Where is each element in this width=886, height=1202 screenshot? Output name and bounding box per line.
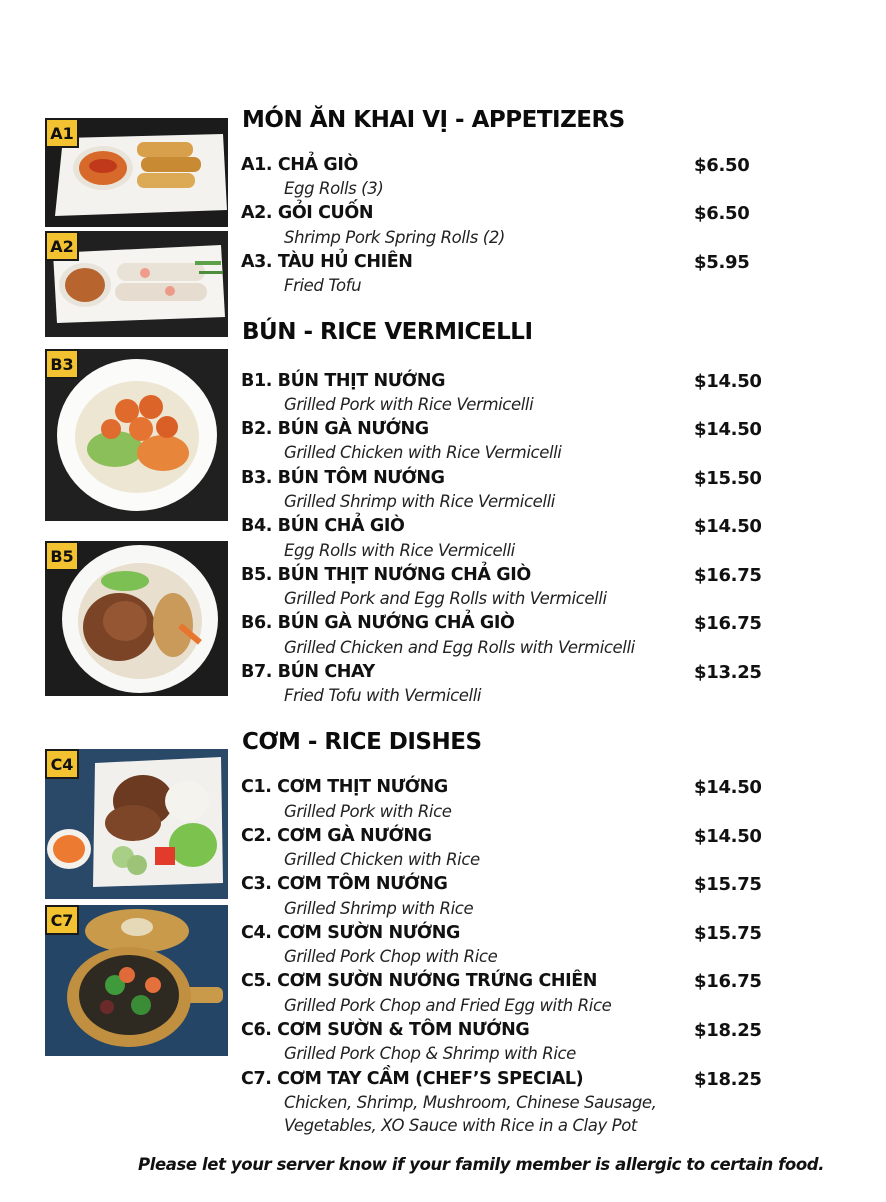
menu-item-name: C1. CƠM THỊT NƯỚNG xyxy=(241,777,448,797)
menu-item-name: C5. CƠM SƯỜN NƯỚNG TRỨNG CHIÊN xyxy=(241,971,598,991)
menu-item-name: C3. CƠM TÔM NƯỚNG xyxy=(241,874,448,894)
menu-item-name: C7. CƠM TAY CẦM (CHEF’S SPECIAL) xyxy=(241,1069,584,1089)
menu-item-price: $14.50 xyxy=(694,516,762,537)
menu-item-description: Grilled Pork Chop & Shrimp with Rice xyxy=(284,1044,576,1063)
menu-item-description: Grilled Pork and Egg Rolls with Vermicelli xyxy=(284,589,607,608)
menu-item-description: Fried Tofu with Vermicelli xyxy=(284,686,482,705)
menu-item-name: B6. BÚN GÀ NƯỚNG CHẢ GIÒ xyxy=(241,613,515,633)
photo-a2 xyxy=(45,231,228,337)
photo-badge: B5 xyxy=(45,541,79,571)
photo-b5 xyxy=(45,541,228,696)
menu-item-name: B2. BÚN GÀ NƯỚNG xyxy=(241,419,429,439)
photo-b3 xyxy=(45,349,228,521)
menu-item-price: $16.75 xyxy=(694,971,762,992)
menu-item-name: A1. CHẢ GIÒ xyxy=(241,155,358,175)
menu-item-description: Grilled Chicken and Egg Rolls with Vermicelli xyxy=(284,638,635,657)
menu-item-description: Grilled Chicken with Rice xyxy=(284,850,480,869)
menu-item-description: Grilled Pork Chop with Rice xyxy=(284,947,498,966)
photo-badge: A2 xyxy=(45,231,79,261)
menu-item-price: $6.50 xyxy=(694,203,750,224)
menu-item-price: $6.50 xyxy=(694,155,750,176)
menu-item-name: C4. CƠM SƯỜN NƯỚNG xyxy=(241,923,461,943)
menu-item-description: Fried Tofu xyxy=(284,276,362,295)
menu-item-name: B7. BÚN CHAY xyxy=(241,662,375,682)
allergy-note: Please let your server know if your family member is allergic to certain food. xyxy=(138,1155,825,1174)
menu-item-price: $14.50 xyxy=(694,826,762,847)
menu-item-price: $15.50 xyxy=(694,468,762,489)
menu-item-description: Shrimp Pork Spring Rolls (2) xyxy=(284,228,505,247)
section-title-rice-dishes: CƠM - RICE DISHES xyxy=(242,729,482,755)
menu-item-description: Grilled Pork with Rice xyxy=(284,802,452,821)
menu-item-description: Grilled Chicken with Rice Vermicelli xyxy=(284,443,562,462)
menu-item-description: Grilled Shrimp with Rice Vermicelli xyxy=(284,492,555,511)
photo-c7 xyxy=(45,905,228,1056)
menu-item-price: $18.25 xyxy=(694,1020,762,1041)
photo-badge: C7 xyxy=(45,905,79,935)
menu-item-name: A2. GỎI CUỐN xyxy=(241,203,374,223)
menu-item-price: $16.75 xyxy=(694,565,762,586)
menu-item-name: B3. BÚN TÔM NƯỚNG xyxy=(241,468,445,488)
menu-item-name: C2. CƠM GÀ NƯỚNG xyxy=(241,826,432,846)
menu-item-description: Egg Rolls (3) xyxy=(284,179,384,198)
menu-item-description: Grilled Pork Chop and Fried Egg with Rice xyxy=(284,996,612,1015)
menu-item-price: $13.25 xyxy=(694,662,762,683)
menu-item-description: Grilled Shrimp with Rice xyxy=(284,899,474,918)
menu-item-name: B4. BÚN CHẢ GIÒ xyxy=(241,516,405,536)
menu-item-name: B5. BÚN THỊT NƯỚNG CHẢ GIÒ xyxy=(241,565,531,585)
photo-c4 xyxy=(45,749,228,899)
photo-badge: C4 xyxy=(45,749,79,779)
menu-item-price: $14.50 xyxy=(694,419,762,440)
photo-a1 xyxy=(45,118,228,227)
menu-item-description: Chicken, Shrimp, Mushroom, Chinese Sausage, xyxy=(284,1093,657,1112)
menu-item-description: Egg Rolls with Rice Vermicelli xyxy=(284,541,515,560)
menu-item-price: $16.75 xyxy=(694,613,762,634)
menu-item-description: Grilled Pork with Rice Vermicelli xyxy=(284,395,534,414)
section-title-rice-vermicelli: BÚN - RICE VERMICELLI xyxy=(242,319,533,345)
menu-item-price: $14.50 xyxy=(694,777,762,798)
section-title-appetizers: MÓN ĂN KHAI VỊ - APPETIZERS xyxy=(242,107,625,133)
menu-item-name: B1. BÚN THỊT NƯỚNG xyxy=(241,371,446,391)
photo-badge: A1 xyxy=(45,118,79,148)
menu-item-description: Vegetables, XO Sauce with Rice in a Clay Pot xyxy=(284,1116,637,1135)
menu-item-price: $5.95 xyxy=(694,252,750,273)
menu-item-name: C6. CƠM SƯỜN & TÔM NƯỚNG xyxy=(241,1020,530,1040)
photo-badge: B3 xyxy=(45,349,79,379)
menu-item-price: $15.75 xyxy=(694,923,762,944)
menu-item-price: $14.50 xyxy=(694,371,762,392)
menu-item-name: A3. TÀU HỦ CHIÊN xyxy=(241,252,413,272)
menu-item-price: $18.25 xyxy=(694,1069,762,1090)
menu-item-price: $15.75 xyxy=(694,874,762,895)
